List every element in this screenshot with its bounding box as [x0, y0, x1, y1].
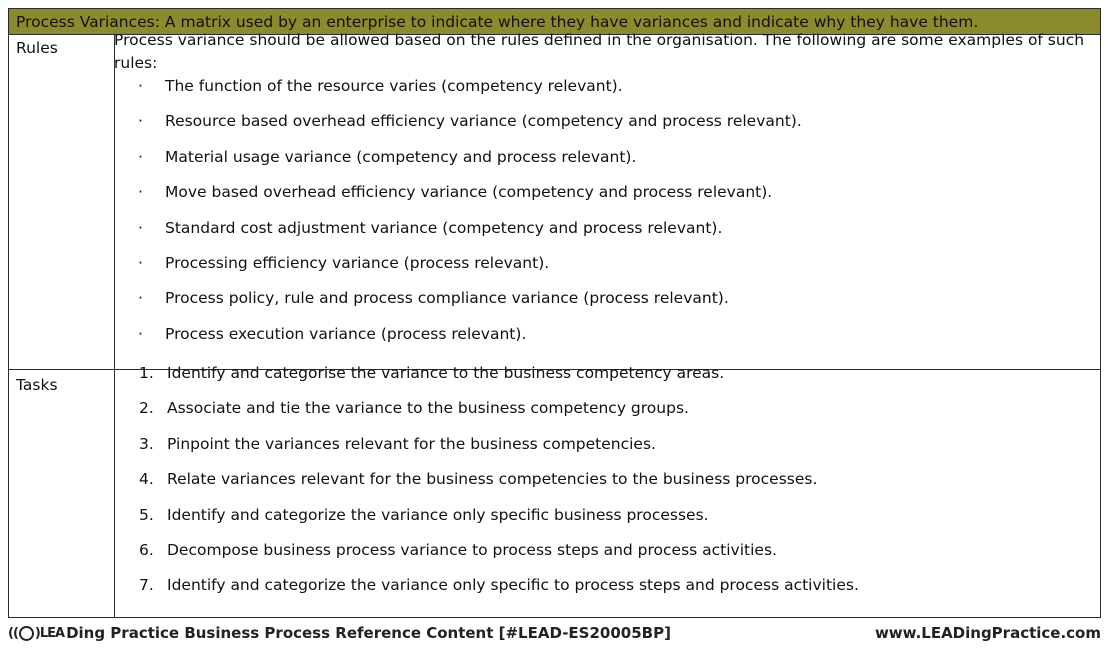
tasks-content	[114, 363, 1104, 611]
rule-item	[114, 217, 1104, 252]
rule-text: Standard cost adjustment variance (competency and process relevant).	[165, 218, 723, 237]
rule-text: The function of the resource varies (competency relevant).	[165, 77, 623, 95]
task-number: 6.	[139, 540, 154, 559]
bullet-dot: ·	[138, 112, 143, 131]
bullet-dot: ·	[138, 289, 143, 308]
bullet-dot: ·	[138, 183, 143, 202]
logo-letters: LEA	[39, 625, 65, 641]
rules-label: Rules	[9, 35, 115, 370]
rule-item	[114, 146, 1104, 181]
rule-text: Resource based overhead efficiency variance (competency and process relevant).	[165, 112, 802, 131]
rule-text: Process policy, rule and process compliance variance (process relevant).	[165, 289, 729, 308]
rules-intro: Process variance should be allowed based on the rules defined in the organisation. The following are some examples of such rules:	[114, 31, 1085, 72]
task-item	[114, 363, 1104, 398]
rule-item	[114, 287, 1104, 322]
task-text: Identify and categorize the variance only specific to process steps and process activities.	[167, 576, 859, 595]
rule-item	[114, 75, 1104, 110]
task-item	[114, 434, 1104, 469]
task-number: 4.	[139, 470, 154, 489]
task-item	[114, 469, 1104, 504]
rule-text: Move based overhead efficiency variance (competency and process relevant).	[165, 183, 773, 202]
task-text: Decompose business process variance to process steps and process activities.	[167, 540, 777, 559]
task-text: Pinpoint the variances relevant for the business competencies.	[167, 434, 656, 453]
footer-reference-text: Ding Practice Business Process Reference Content [#LEAD-ES20005BP]	[66, 624, 671, 642]
tasks-label: Tasks	[9, 370, 115, 617]
tasks-list	[114, 363, 1104, 611]
task-number: 3.	[139, 434, 154, 453]
rule-item	[114, 252, 1104, 287]
task-item	[114, 505, 1104, 540]
rule-text: Processing efficiency variance (process relevant).	[165, 253, 550, 272]
task-item	[114, 398, 1104, 433]
task-text: Identify and categorise the variance to the business competency areas.	[167, 364, 725, 382]
rule-item	[114, 181, 1104, 216]
footer	[0, 620, 1112, 648]
footer-website: www.LEADingPractice.com	[874, 624, 1101, 642]
task-item	[114, 540, 1104, 575]
bullet-dot: ·	[138, 77, 143, 95]
rule-item	[114, 110, 1104, 145]
footer-branding	[8, 624, 671, 642]
bullet-dot: ·	[138, 218, 143, 237]
task-number: 5.	[139, 505, 154, 524]
rule-text: Process execution variance (process relevant).	[165, 324, 527, 343]
rule-text: Material usage variance (competency and process relevant).	[165, 147, 637, 166]
bullet-dot: ·	[138, 147, 143, 166]
leading-practice-logo: (( ) LEA	[8, 625, 65, 641]
rule-item	[114, 323, 1104, 358]
task-text: Associate and tie the variance to the business competency groups.	[167, 399, 689, 418]
bullet-dot: ·	[138, 253, 143, 272]
task-item	[114, 575, 1104, 610]
task-number: 7.	[139, 576, 154, 595]
bullet-dot: ·	[138, 324, 143, 343]
rules-content	[114, 29, 1104, 358]
rules-list	[114, 75, 1104, 358]
task-number: 1.	[139, 364, 154, 382]
task-text: Identify and categorize the variance only specific business processes.	[167, 505, 709, 524]
table-header: Process Variances: A matrix used by an enterprise to indicate where they have variances and indicate why they have them.	[9, 9, 1100, 35]
task-text: Relate variances relevant for the business competencies to the business processes.	[167, 470, 818, 489]
task-number: 2.	[139, 399, 154, 418]
